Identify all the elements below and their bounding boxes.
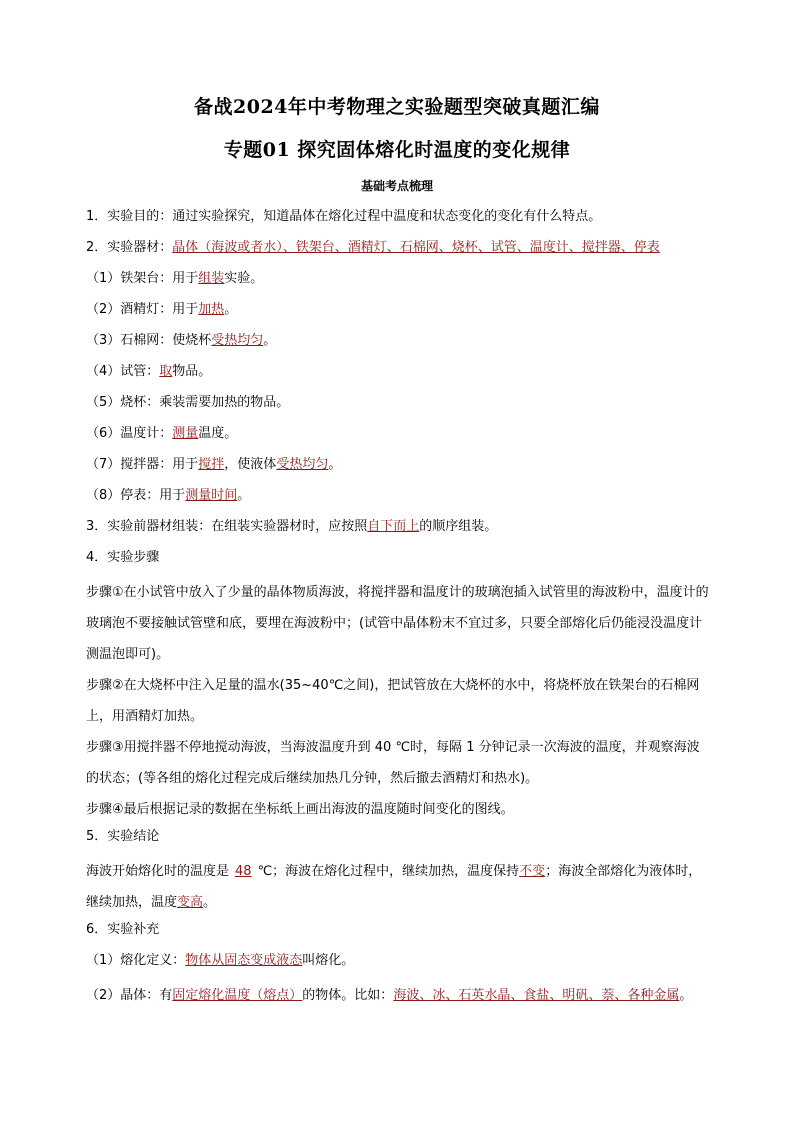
document-title: 备战2024年中考物理之实验题型突破真题汇编 (194, 96, 600, 118)
conclusion-heading: 5．实验结论 (86, 829, 160, 844)
answer-text: 测量时间 (185, 488, 238, 503)
item-label: （6）温度计： (86, 426, 173, 441)
answer-text: 测量 (172, 426, 199, 441)
section-heading: 基础考点梳理 (360, 179, 433, 193)
item-stirrer (86, 453, 711, 484)
step-4: 步骤④最后根据记录的数据在坐标纸上画出海波的温度随时间变化的图线。 (86, 802, 514, 817)
definition-label: （2）晶体：有 (86, 988, 173, 1003)
answer-text: 取 (159, 364, 173, 379)
item-label: （7）搅拌器：用于 (86, 457, 199, 472)
item-test-tube (86, 360, 711, 391)
item-suffix: 。 (328, 457, 342, 472)
answer-text: 受热均匀 (276, 457, 329, 472)
conclusion-part: 。 (203, 895, 217, 910)
crystal-definition (86, 980, 711, 1011)
equipment-answer: 晶体（海波或者水）、铁架台、酒精灯、石棉网、烧杯、试管、温度计、搅拌器、停表 (172, 240, 660, 255)
definition-label: （1）熔化定义： (86, 953, 186, 968)
conclusion-text (86, 856, 711, 918)
answer-text: 加热 (198, 302, 225, 317)
item-suffix: 。 (224, 302, 238, 317)
conclusion-part: ℃；海波在熔化过程中，继续加热，温度保持 (257, 864, 520, 879)
item-label: （4）试管： (86, 364, 160, 379)
definition-mid: 的物体。比如： (302, 988, 394, 1003)
answer-text: 搅拌 (198, 457, 225, 472)
item-suffix: 温度。 (198, 426, 238, 441)
item-label: （3）石棉网：使烧杯 (86, 333, 212, 348)
item-suffix: 。 (237, 488, 251, 503)
item-label: （8）停表：用于 (86, 488, 186, 503)
step-2: 步骤②在大烧杯中注入足量的温水(35~40℃之间)，把试管放在大烧杯的水中，将烧杯放在铁架台的石棉网上，用酒精灯加热。 (86, 678, 700, 724)
answer-text: 海波、冰、石英水晶、食盐、明矾、萘、各种金属 (393, 988, 680, 1003)
conclusion-part: 海波开始熔化时的温度是 (86, 864, 230, 879)
equipment-line (86, 236, 711, 267)
item-beaker: （5）烧杯：乘装需要加热的物品。 (86, 395, 290, 410)
item-mid: ，使液体 (224, 457, 277, 472)
definition-suffix: 叫熔化。 (302, 953, 355, 968)
item-alcohol-lamp (86, 298, 711, 329)
assembly-line (86, 515, 711, 546)
item-label: （1）铁架台：用于 (86, 271, 199, 286)
answer-text: 自下而上 (367, 519, 420, 534)
item-asbestos-net (86, 329, 711, 360)
answer-text: 受热均匀 (211, 333, 264, 348)
step-3: 步骤③用搅拌器不停地搅动海波，当海波温度升到 40 ℃时，每隔 1 分钟记录一次海波的温度，并观察海波的状态；(等各组的熔化过程完成后继续加热几分钟，然后撤去酒精灯和热水)。 (86, 740, 700, 786)
melting-definition (86, 949, 711, 980)
steps-heading: 4．实验步骤 (86, 550, 160, 565)
item-label: （2）酒精灯：用于 (86, 302, 199, 317)
answer-text: 组装 (198, 271, 225, 286)
item-stopwatch (86, 484, 711, 515)
assembly-label: 3．实验前器材组装：在组装实验器材时，应按照 (86, 519, 368, 534)
item-suffix: 实验。 (224, 271, 264, 286)
answer-text: 变高 (177, 895, 204, 910)
document-body (86, 205, 711, 1011)
topic-title: 专题01 探究固体熔化时温度的变化规律 (223, 139, 571, 161)
supplement-heading: 6．实验补充 (86, 922, 160, 937)
answer-text: 固定熔化温度（熔点） (172, 988, 303, 1003)
equipment-label: 2．实验器材： (86, 240, 173, 255)
melting-point-answer: 48 (235, 864, 252, 879)
answer-text: 不变 (519, 864, 546, 879)
item-suffix: 。 (263, 333, 277, 348)
item-iron-stand (86, 267, 711, 298)
answer-text: 物体从固态变成液态 (185, 953, 303, 968)
definition-suffix: 。 (679, 988, 693, 1003)
conclusion-part: ；海波全部熔化为液体时，继续加热，温度 (86, 864, 702, 910)
step-1: 步骤①在小试管中放入了少量的晶体物质海波，将搅拌器和温度计的玻璃泡插入试管里的海波粉中，温度计的玻璃泡不要接触试管壁和底，要埋在海波粉中；(试管中晶体粉末不宜过多，只要全部熔化后仍能浸没温度计测温泡即可)。 (86, 585, 709, 662)
assembly-suffix: 的顺序组装。 (419, 519, 498, 534)
item-suffix: 物品。 (172, 364, 212, 379)
item-thermometer (86, 422, 711, 453)
purpose-line: 1．实验目的：通过实验探究，知道晶体在熔化过程中温度和状态变化的变化有什么特点。 (86, 209, 602, 224)
